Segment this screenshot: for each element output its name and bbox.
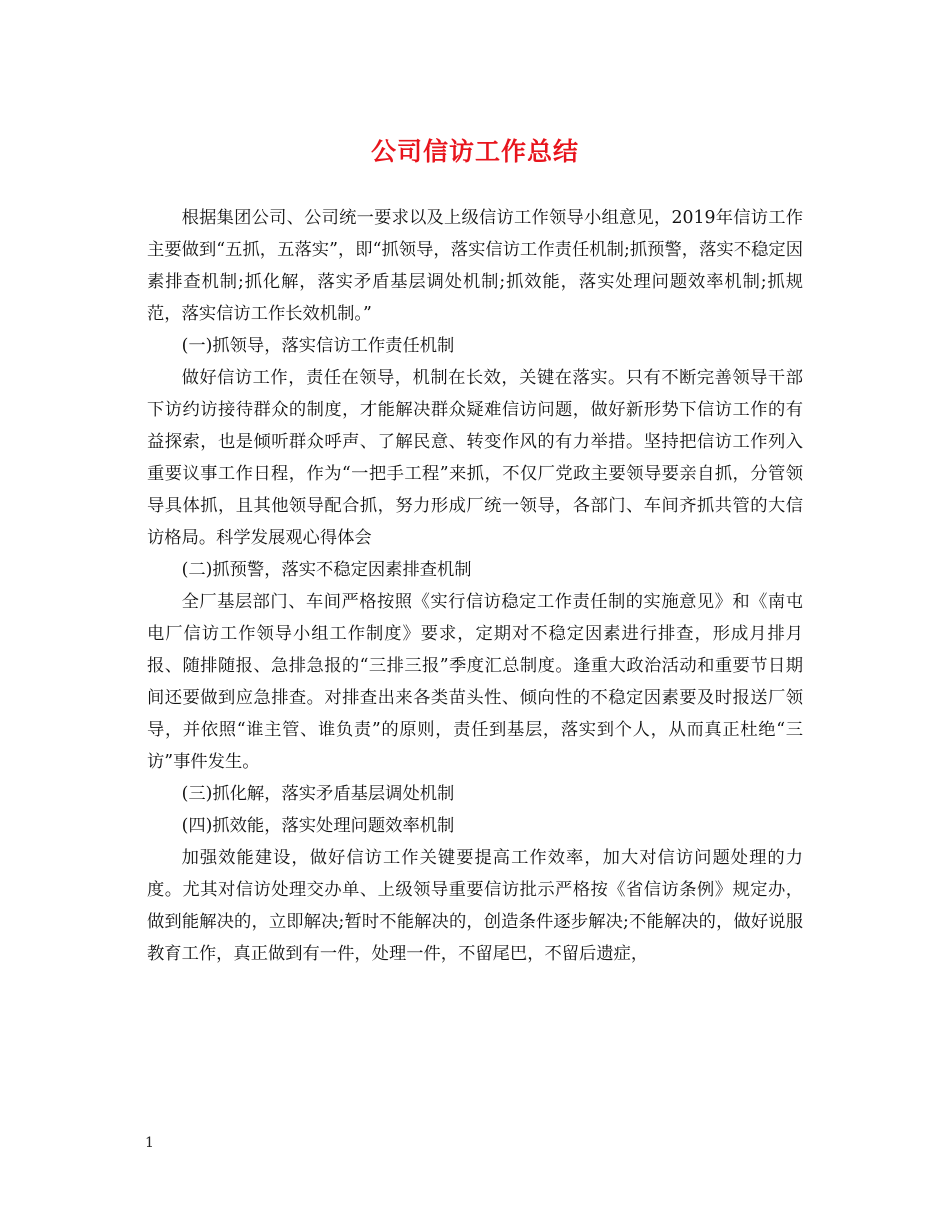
paragraph-section-2: 全厂基层部门、车间严格按照《实行信访稳定工作责任制的实施意见》和《南屯电厂信访工作领导小组工作制度》要求，定期对不稳定因素进行排查，形成月排月报、随排随报、急排急报的“三排三报”季度汇总制度。逢重大政治活动和重要节日期间还要做到应急排查。对排查出来各类苗头性、倾向性的不稳定因素要及时报送厂领导，并依照“谁主管、谁负责”的原则，责任到基层，落实到个人，从而真正杜绝“三访”事件发生。 — [147, 592, 803, 772]
paragraph-intro: 根据集团公司、公司统一要求以及上级信访工作领导小组意见，2019年信访工作主要做到“五抓，五落实”，即“抓领导，落实信访工作责任机制;抓预警，落实不稳定因素排查机制;抓化解，落实矛盾基层调处机制;抓效能，落实处理问题效率机制;抓规范，落实信访工作长效机制。” — [147, 208, 803, 324]
document-title: 公司信访工作总结 — [370, 137, 579, 166]
section-heading-2: (二)抓预警，落实不稳定因素排查机制 — [181, 560, 472, 580]
page-number: 1 — [145, 1135, 154, 1151]
paragraph-section-1: 做好信访工作，责任在领导，机制在长效，关键在落实。只有不断完善领导干部下访约访接待群众的制度，才能解决群众疑难信访问题，做好新形势下信访工作的有益探索，也是倾听群众呼声、了解民意、转变作风的有力举措。坚持把信访工作列入重要议事工作日程，作为“一把手工程”来抓，不仅厂党政主要领导要亲自抓，分管领导具体抓，且其他领导配合抓，努力形成厂统一领导，各部门、车间齐抓共管的大信访格局。科学发展观心得体会 — [147, 368, 803, 548]
section-heading-1: (一)抓领导，落实信访工作责任机制 — [181, 336, 455, 356]
section-heading-3: (三)抓化解，落实矛盾基层调处机制 — [181, 784, 455, 804]
paragraph-section-4: 加强效能建设，做好信访工作关键要提高工作效率，加大对信访问题处理的力度。尤其对信访处理交办单、上级领导重要信访批示严格按《省信访条例》规定办，做到能解决的，立即解决;暂时不能解决的，创造条件逐步解决;不能解决的，做好说服教育工作，真正做到有一件，处理一件，不留尾巴，不留后遗症， — [147, 848, 803, 964]
document-body — [147, 202, 803, 970]
section-heading-4: (四)抓效能，落实处理问题效率机制 — [181, 816, 455, 836]
